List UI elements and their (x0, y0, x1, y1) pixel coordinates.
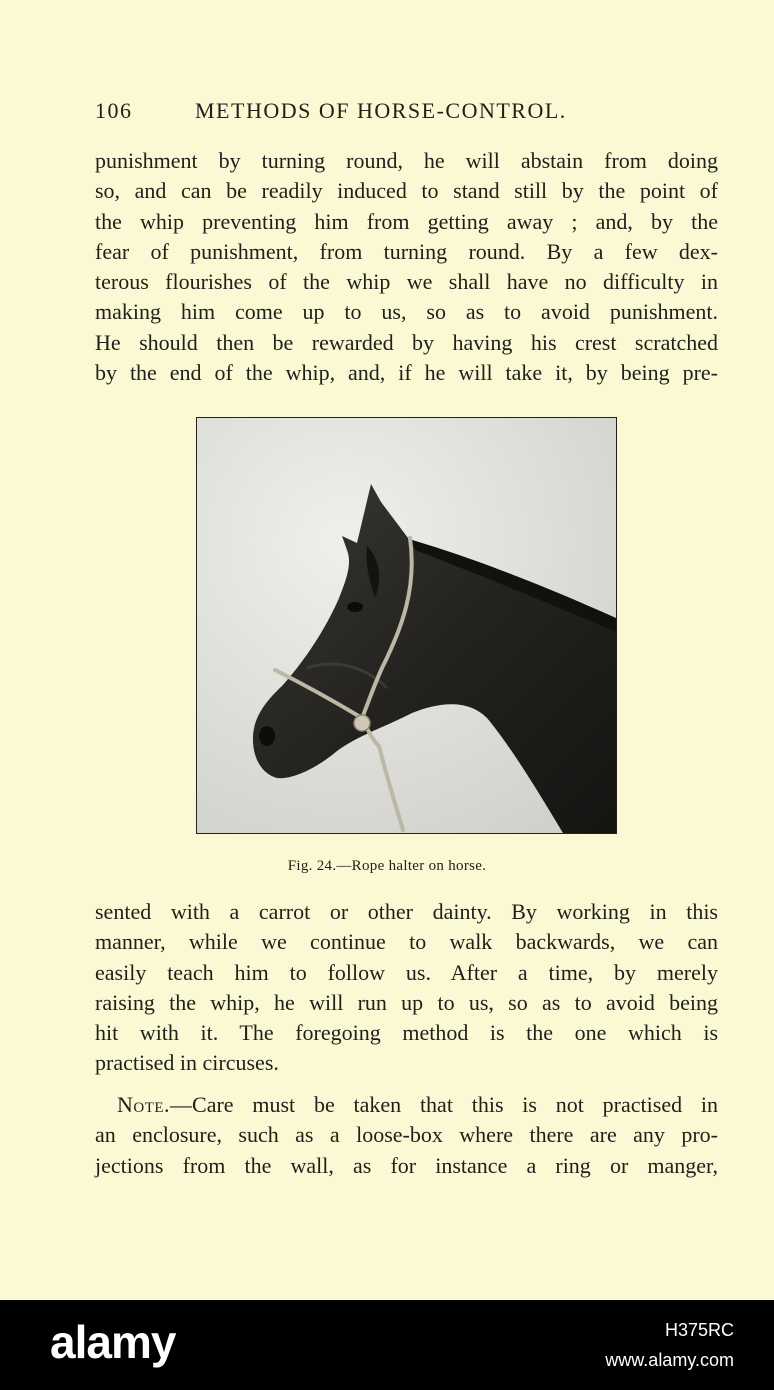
horse-head-illustration (197, 418, 616, 833)
paragraph-1 (95, 146, 718, 388)
horse-nostril (259, 726, 275, 746)
running-head-title: METHODS OF HORSE-CONTROL. (195, 98, 567, 123)
text-line: so, and can be readily induced to stand still by the point of (95, 178, 718, 204)
running-head (95, 98, 720, 130)
page-number: 106 (95, 98, 133, 123)
text-line: the whip preventing him from getting away ; and, by the (95, 208, 718, 234)
horse-eye (347, 602, 363, 612)
horse-photograph (196, 417, 617, 834)
text-line: punishment by turning round, he will abstain from doing (95, 148, 718, 173)
text-line: hit with it. The foregoing method is the one which is (95, 1020, 718, 1046)
text-line: sented with a carrot or other dainty. By working in this (95, 899, 718, 924)
text-line: raising the whip, he will run up to us, so as to avoid being (95, 989, 718, 1015)
text-line: terous flourishes of the whip we shall have no difficulty in (95, 269, 718, 295)
note-label: Note. (117, 1092, 171, 1117)
figure-caption: Fig. 24.—Rope halter on horse. (287, 858, 487, 874)
text-line: easily teach him to follow us. After a time, by merely (95, 959, 718, 985)
text-line: fear of punishment, from turning round. By a few dex- (95, 238, 718, 264)
image-id: H375RC (664, 1320, 734, 1340)
text-line (95, 1090, 718, 1120)
note-paragraph (95, 1090, 718, 1181)
text-line: jections from the wall, as for instance a ring or manger, (95, 1152, 718, 1178)
text-line: an enclosure, such as a loose-box where there are any pro- (95, 1122, 718, 1148)
paragraph-2 (95, 897, 718, 1079)
halter-knot (354, 715, 370, 731)
text-line: practised in circuses. (95, 1050, 279, 1076)
text-line: manner, while we continue to walk backwards, we can (95, 929, 718, 955)
brand-logo: alamy (50, 1316, 176, 1368)
text-line: making him come up to us, so as to avoid punishment. (95, 299, 718, 325)
text-line: He should then be rewarded by having his crest scratched (95, 329, 718, 355)
text-line: by the end of the whip, and, if he will take it, by being pre- (95, 360, 718, 386)
site-url: www.alamy.com (605, 1350, 734, 1370)
note-text: —Care must be taken that this is not practised in (170, 1092, 718, 1117)
